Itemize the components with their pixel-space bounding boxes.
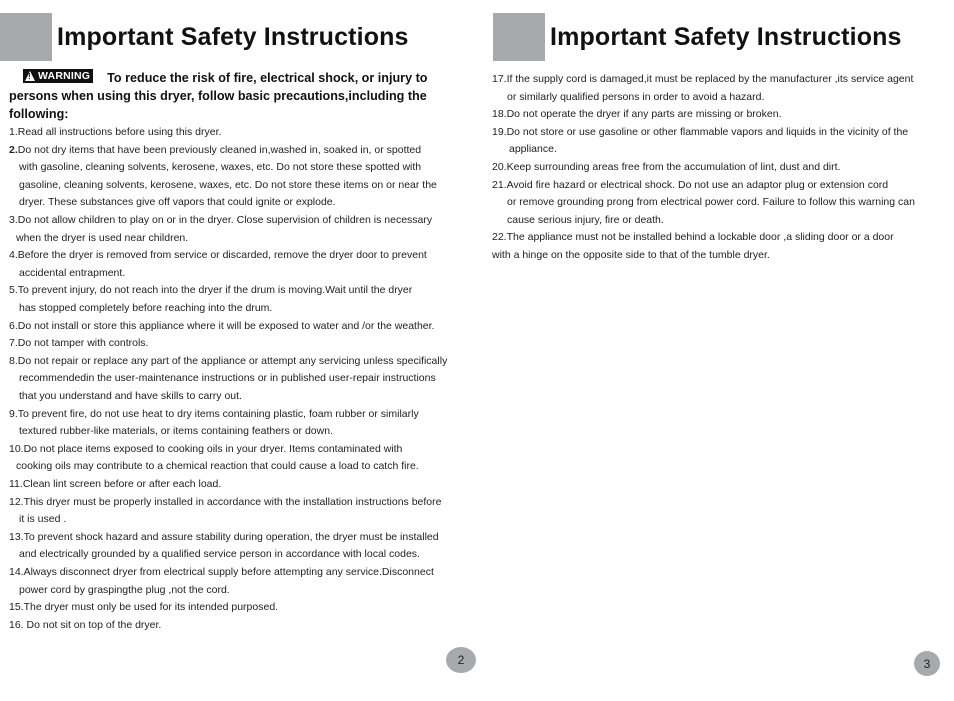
instruction-line: 17.If the supply cord is damaged,it must be replaced by the manufacturer ,its service agent (492, 73, 914, 85)
instruction-line: 18.Do not operate the dryer if any parts are missing or broken. (492, 108, 782, 121)
instruction-line: 11.Clean lint screen before or after each load. (9, 478, 222, 490)
instruction-line: recommendedin the user-maintenance instructions or in published user-repair instructions (19, 372, 436, 385)
instruction-line: 15.The dryer must only be used for its intended purposed. (9, 601, 279, 614)
instruction-line: 16. Do not sit on top of the dryer. (9, 618, 162, 631)
instruction-line: 6.Do not install or store this appliance where it will be exposed to water and /or the weather. (9, 319, 435, 332)
warning-badge (23, 69, 93, 83)
instruction-line: or similarly qualified persons in order to avoid a hazard. (507, 90, 765, 103)
warning-intro (9, 69, 471, 123)
instruction-line: 21.Avoid fire hazard or electrical shock. Do not use an adaptor plug or extension cord (492, 178, 889, 191)
instruction-line: accidental entrapment. (19, 266, 126, 279)
instruction-line: cause serious injury, fire or death. (507, 213, 664, 226)
header-gray-box (0, 13, 52, 61)
instruction-line: cooking oils may contribute to a chemical reaction that could cause a load to catch fire. (16, 460, 419, 473)
header-gray-box (493, 13, 545, 61)
instruction-line: 20.Keep surrounding areas free from the accumulation of lint, dust and dirt. (492, 161, 841, 173)
instruction-line: has stopped completely before reaching into the drum. (19, 302, 273, 314)
instruction-line: dryer. These substances give off vapors that could ignite or explode. (19, 196, 336, 209)
instruction-line: 9.To prevent fire, do not use heat to dry items containing plastic, foam rubber or similarly (9, 407, 419, 420)
page-number: 2 (446, 647, 476, 673)
instruction-line: with a hinge on the opposite side to that of the tumble dryer. (492, 249, 770, 261)
instruction-line: 10.Do not place items exposed to cooking oils in your dryer. Items contaminated with (9, 442, 403, 455)
right-page (477, 0, 954, 701)
instruction-line: when the dryer is used near children. (16, 231, 189, 244)
instruction-line: 14.Always disconnect dryer from electrical supply before attempting any service.Disconnect (9, 566, 434, 578)
instruction-text: Do not dry items that have been previously cleaned in,washed in, soaked in, or spotted (17, 143, 422, 156)
instruction-line: textured rubber-like materials, or items containing feathers or down. (19, 425, 333, 438)
instruction-line: 19.Do not store or use gasoline or other flammable vapors and liquids in the vicinity of the (492, 125, 909, 138)
instruction-line: 4.Before the dryer is removed from service or discarded, remove the dryer door to prevent (9, 249, 427, 262)
instruction-line: gasoline, cleaning solvents, kerosene, waxes, etc. Do not store these items on or near the (19, 178, 437, 191)
instruction-line: or remove grounding prong from electrical power cord. Failure to follow this warning can (507, 196, 915, 209)
page-title: Important Safety Instructions (550, 22, 902, 51)
instruction-line: it is used . (19, 513, 67, 526)
instruction-line: 5.To prevent injury, do not reach into the dryer if the drum is moving.Wait until the dryer (9, 284, 413, 297)
item-number: 2. (9, 143, 18, 156)
instruction-line: 13.To prevent shock hazard and assure stability during operation, the dryer must be installed (9, 530, 439, 543)
instruction-line: that you understand and have skills to carry out. (19, 390, 242, 402)
instruction-line: appliance. (509, 143, 557, 156)
instruction-line-2 (9, 142, 421, 160)
instruction-line: 22.The appliance must not be installed behind a lockable door ,a sliding door or a door (492, 231, 894, 244)
instruction-line: and electrically grounded by a qualified service person in accordance with local codes. (19, 548, 420, 561)
instruction-line: power cord by graspingthe plug ,not the cord. (19, 583, 230, 596)
right-page-header (493, 13, 902, 61)
instruction-line: 3.Do not allow children to play on or in the dryer. Close supervision of children is necessary (9, 214, 433, 226)
page-title: Important Safety Instructions (57, 22, 409, 51)
instruction-line: 8.Do not repair or replace any part of the appliance or attempt any servicing unless specifically (9, 354, 448, 367)
instruction-line: 1.Read all instructions before using this dryer. (9, 126, 222, 138)
instruction-line: 12.This dryer must be properly installed in accordance with the installation instructions before (9, 495, 442, 508)
instruction-line: with gasoline, cleaning solvents, kerosene, waxes, etc. Do not store these spotted with (19, 161, 422, 174)
page-number: 3 (914, 651, 940, 676)
warning-label: WARNING (38, 70, 91, 82)
intro-text: To reduce the risk of fire, electrical shock, or injury to persons when using this dryer, follow basic precautions,including the following: (9, 71, 428, 121)
instruction-line: 7.Do not tamper with controls. (9, 337, 149, 350)
warning-triangle-icon (25, 71, 35, 81)
left-page-header (0, 13, 409, 61)
